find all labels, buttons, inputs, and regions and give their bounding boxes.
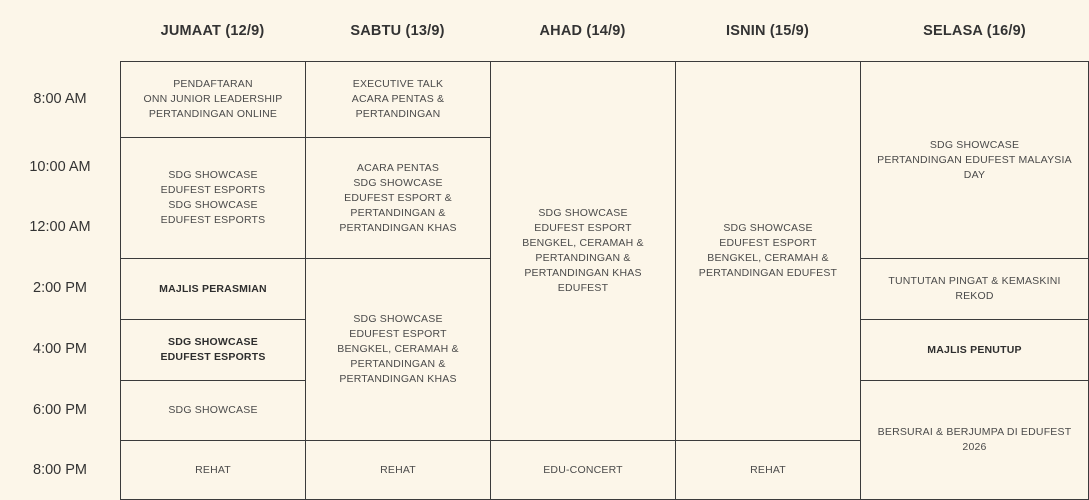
time-label-8am: 8:00 AM bbox=[33, 91, 87, 107]
event-cell-sat-showcase: SDG SHOWCASE EDUFEST ESPORT BENGKEL, CERAMAH & PERTANDINGAN & PERTANDINGAN KHAS bbox=[305, 258, 491, 441]
event-cell-tue-showcase: SDG SHOWCASE PERTANDINGAN EDUFEST MALAYSIA DAY bbox=[860, 61, 1089, 259]
event-cell-fri-break: REHAT bbox=[120, 440, 306, 500]
day-header-saturday: SABTU (13/9) bbox=[350, 23, 445, 39]
event-cell-sun-showcase: SDG SHOWCASE EDUFEST ESPORT BENGKEL, CERAMAH & PERTANDINGAN & PERTANDINGAN KHAS EDUFEST bbox=[490, 61, 676, 441]
time-label-12: 12:00 AM bbox=[29, 219, 91, 235]
event-cell-mon-break: REHAT bbox=[675, 440, 861, 500]
event-cell-sat-executive-talk: EXECUTIVE TALK ACARA PENTAS & PERTANDINGAN bbox=[305, 61, 491, 138]
time-label-6pm: 6:00 PM bbox=[33, 402, 87, 418]
event-cell-tue-medal-claims: TUNTUTAN PINGAT & KEMASKINI REKOD bbox=[860, 258, 1089, 320]
time-label-10am: 10:00 AM bbox=[29, 159, 91, 175]
time-label-8pm: 8:00 PM bbox=[33, 462, 87, 478]
event-cell-mon-showcase: SDG SHOWCASE EDUFEST ESPORT BENGKEL, CERAMAH & PERTANDINGAN EDUFEST bbox=[675, 61, 861, 441]
event-cell-tue-closing-ceremony: MAJLIS PENUTUP bbox=[860, 319, 1089, 381]
event-cell-sun-concert: EDU-CONCERT bbox=[490, 440, 676, 500]
event-cell-sat-break: REHAT bbox=[305, 440, 491, 500]
event-cell-fri-opening-ceremony: MAJLIS PERASMIAN bbox=[120, 258, 306, 320]
event-cell-fri-showcase-esports: SDG SHOWCASE EDUFEST ESPORTS bbox=[120, 319, 306, 381]
time-label-4pm: 4:00 PM bbox=[33, 341, 87, 357]
day-header-sunday: AHAD (14/9) bbox=[539, 23, 626, 39]
event-cell-fri-showcase: SDG SHOWCASE EDUFEST ESPORTS SDG SHOWCASE EDUFEST ESPORTS bbox=[120, 137, 306, 259]
day-header-tuesday: SELASA (16/9) bbox=[923, 23, 1026, 39]
event-cell-sat-stage-events: ACARA PENTAS SDG SHOWCASE EDUFEST ESPORT & PERTANDINGAN & PERTANDINGAN KHAS bbox=[305, 137, 491, 259]
event-cell-fri-sdg-showcase: SDG SHOWCASE bbox=[120, 380, 306, 441]
day-header-friday: JUMAAT (12/9) bbox=[160, 23, 265, 39]
event-cell-tue-farewell: BERSURAI & BERJUMPA DI EDUFEST 2026 bbox=[860, 380, 1089, 500]
event-cell-fri-registration: PENDAFTARAN ONN JUNIOR LEADERSHIP PERTANDINGAN ONLINE bbox=[120, 61, 306, 138]
time-label-2pm: 2:00 PM bbox=[33, 280, 87, 296]
day-header-monday: ISNIN (15/9) bbox=[726, 23, 809, 39]
